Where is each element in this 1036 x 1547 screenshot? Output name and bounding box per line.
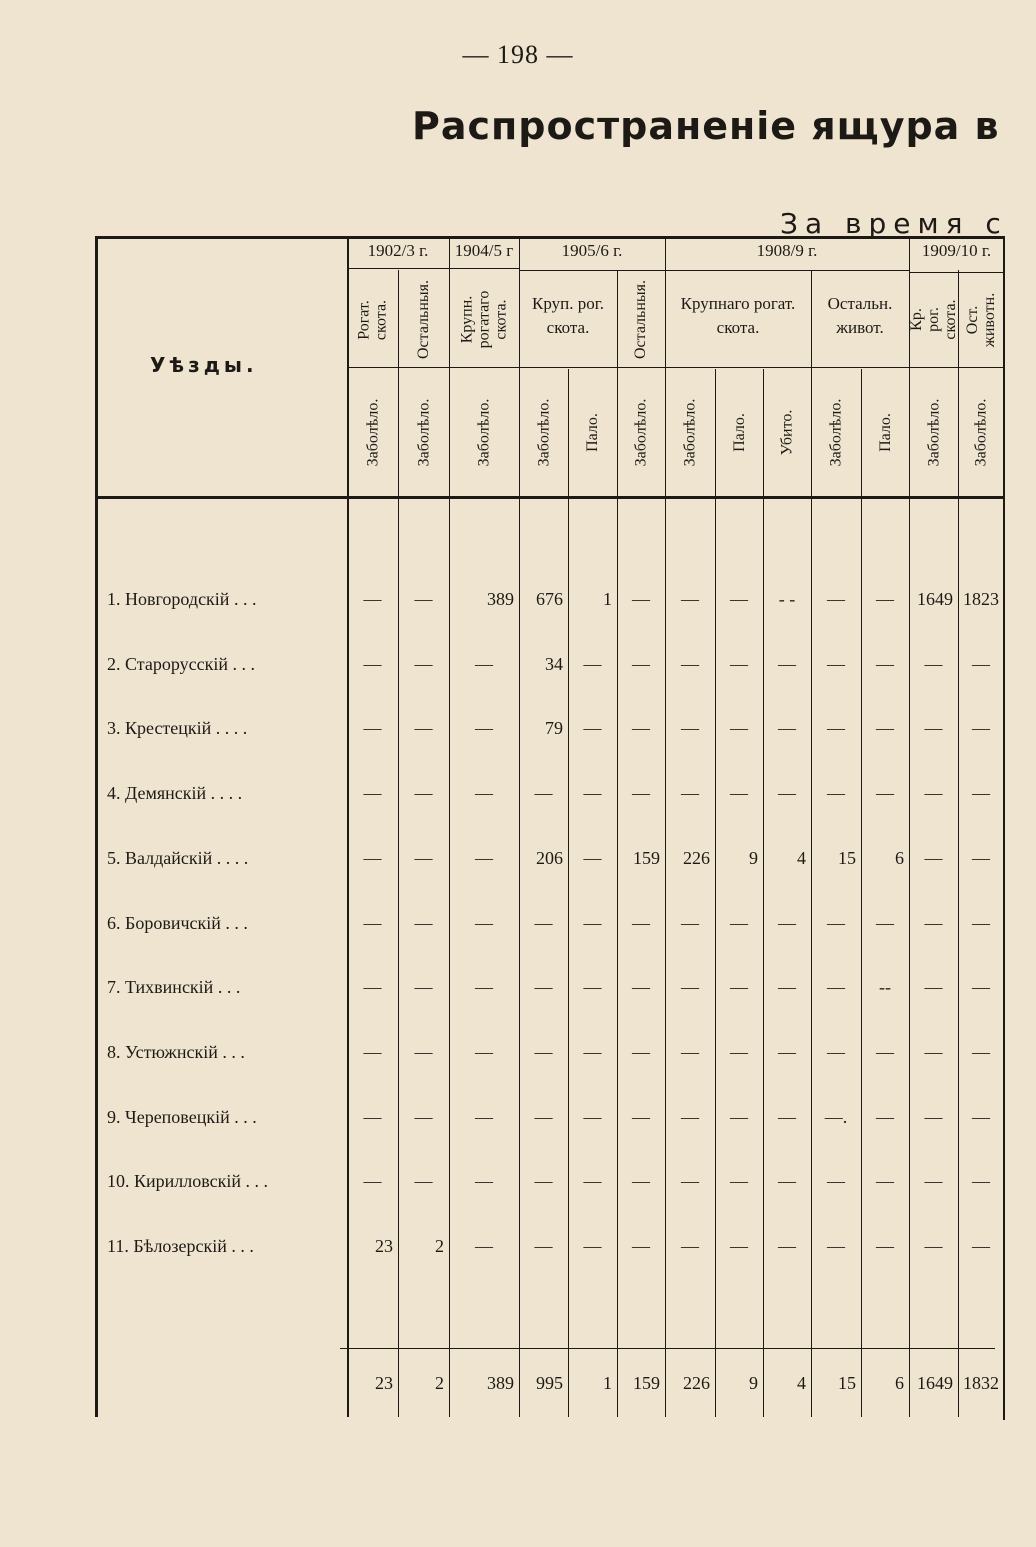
page-number: — 198 — (462, 40, 574, 69)
sub-column-label: Убито. (778, 409, 796, 456)
sub-column-label: Заболѣло. (364, 398, 382, 467)
table-cell: — (414, 912, 433, 933)
table-cell: — (583, 912, 602, 933)
table-cell: — (632, 1041, 650, 1062)
table-cell: — (924, 783, 943, 804)
sub-column-header (519, 370, 568, 495)
table-cell: — (827, 1041, 845, 1062)
table-cell: — (827, 653, 845, 674)
district-name: 2. Старорусскій . . . (107, 653, 255, 674)
sub-column-header (909, 370, 958, 495)
table-cell: — (827, 977, 845, 998)
table-cell: — (363, 653, 382, 674)
table-cell: — (827, 1236, 845, 1256)
table-cell: — (475, 1106, 493, 1127)
district-name: 8. Устюжнскій . . . (107, 1041, 245, 1062)
sub-column-header (665, 370, 715, 495)
table-cell: 4 (797, 847, 806, 868)
table-cell: — (583, 847, 602, 868)
group-header-label: Остальныя. (415, 279, 433, 360)
table-cell: 389 (487, 589, 514, 609)
table-cell: — (681, 1236, 699, 1256)
table-cell: — (778, 1236, 796, 1256)
table-cell: — (827, 783, 845, 804)
rule-line (340, 1348, 995, 1349)
table-cell: 6 (895, 847, 904, 868)
table-cell: — (924, 977, 943, 998)
table-cell: 1823 (963, 589, 999, 609)
sub-column-label: Заболѣло. (827, 398, 845, 467)
table-cell: — (583, 718, 602, 739)
rule-line (449, 268, 519, 269)
year-header: 1908/9 г. (756, 241, 818, 260)
table-cell: — (681, 977, 699, 998)
table-cell: — (583, 1171, 602, 1192)
table-cell: — (363, 847, 382, 868)
table-cell: — (414, 1106, 433, 1127)
table-cell: — (924, 1236, 943, 1256)
sub-column-label: Пало. (876, 413, 894, 452)
district-name: 9. Череповецкій . . . (107, 1106, 257, 1127)
table-cell: 9 (749, 847, 758, 868)
table-cell: — (778, 1041, 796, 1062)
sub-column-label: Заболѣло. (415, 398, 433, 467)
column-rule (568, 369, 569, 1417)
table-cell: — (730, 718, 748, 739)
table-cell: — (730, 912, 748, 933)
table-cell: — (583, 1041, 602, 1062)
group-header-label: Рогат. скота. (355, 299, 390, 340)
table-cell: — (414, 847, 433, 868)
total-cell: 15 (838, 1373, 856, 1393)
table-cell: 159 (633, 847, 660, 868)
table-cell: — (876, 912, 894, 933)
total-cell: 4 (797, 1373, 806, 1393)
table-cell: — (475, 653, 493, 674)
total-cell: 23 (375, 1373, 393, 1393)
group-header: Круп. рог. скота. (531, 294, 605, 337)
column-rule (715, 369, 716, 1417)
table-cell: — (475, 1171, 493, 1192)
group-header (958, 272, 1004, 367)
table-cell: — (363, 589, 382, 609)
rule-line (96, 236, 1004, 239)
table-cell: — (972, 1106, 990, 1127)
table-cell: — (876, 783, 894, 804)
table-cell: 1 (603, 589, 612, 609)
total-cell: 226 (683, 1373, 710, 1393)
district-name: 3. Крестецкій . . . . (107, 718, 248, 739)
table-cell: — (632, 912, 650, 933)
table-cell: — (972, 783, 990, 804)
table-cell: — (730, 1106, 748, 1127)
table-cell: — (778, 718, 796, 739)
table-cell: — (924, 847, 943, 868)
table-cell: — (876, 1171, 894, 1192)
table-cell: — (924, 718, 943, 739)
sub-column-header (958, 370, 1004, 495)
table-cell: — (681, 653, 699, 674)
sub-column-label: Заболѣло. (535, 398, 553, 467)
rule-line (347, 268, 449, 269)
table-cell: — (363, 718, 382, 739)
table-cell: — (414, 1171, 433, 1192)
sub-column-label: Пало. (730, 413, 748, 452)
table-cell: — (475, 1041, 493, 1062)
table-cell: — (534, 1041, 553, 1062)
total-cell: 2 (435, 1373, 444, 1393)
table-cell: — (827, 589, 845, 609)
district-name: 7. Тихвинскій . . . (107, 977, 241, 998)
year-header: 1905/6 г. (561, 241, 623, 260)
column-rule (95, 236, 98, 1417)
total-cell: 6 (895, 1373, 904, 1393)
table-cell: — (972, 847, 990, 868)
table-cell: — (972, 1041, 990, 1062)
sub-column-header (347, 370, 398, 495)
table-cell: — (778, 912, 796, 933)
table-cell: — (583, 977, 602, 998)
sub-column-header (763, 370, 811, 495)
table-cell: — (876, 1106, 894, 1127)
table-cell: — (778, 977, 796, 998)
table-cell: — (778, 1171, 796, 1192)
sub-column-header (398, 370, 449, 495)
table-cell: — (972, 1236, 990, 1256)
total-cell: 1 (603, 1373, 612, 1393)
table-cell: — (972, 1171, 990, 1192)
sub-column-header (568, 370, 617, 495)
table-cell: 226 (683, 847, 710, 868)
table-cell: — (827, 1171, 845, 1192)
group-header (449, 272, 519, 367)
table-cell: -- (879, 977, 891, 998)
total-cell: 1649 (917, 1373, 953, 1393)
column-rule (763, 369, 764, 1417)
table-cell: — (924, 1041, 943, 1062)
group-header (347, 272, 398, 367)
table-cell: — (924, 1171, 943, 1192)
page-subtitle: За время с (780, 207, 1008, 240)
table-cell: — (730, 1236, 748, 1256)
table-cell: — (681, 589, 699, 609)
sub-column-label: Заболѣло. (632, 398, 650, 467)
table-cell: — (475, 1236, 493, 1256)
table-cell: 79 (545, 718, 563, 739)
table-cell: — (681, 783, 699, 804)
table-cell: — (583, 783, 602, 804)
table-cell: — (827, 718, 845, 739)
total-cell: 9 (749, 1373, 758, 1393)
sub-column-header (811, 370, 861, 495)
year-header: 1902/3 г. (367, 241, 429, 260)
group-header-label: Кр. рог. скота. (908, 299, 959, 340)
table-cell: — (730, 1041, 748, 1062)
table-cell: — (681, 718, 699, 739)
district-name: 11. Бѣлозерскій . . . (107, 1236, 254, 1256)
district-name: 10. Кирилловскій . . . (107, 1171, 268, 1192)
table-cell: — (972, 653, 990, 674)
table-cell: 34 (545, 653, 563, 674)
sub-column-label: Заболѣло. (475, 398, 493, 467)
sub-column-label: Заболѣло. (681, 398, 699, 467)
table-cell: — (632, 718, 650, 739)
table-cell: — (363, 912, 382, 933)
year-header: 1904/5 г (454, 241, 514, 260)
rule-line (665, 270, 909, 271)
table-cell: — (475, 783, 493, 804)
total-cell: 159 (633, 1373, 660, 1393)
total-cell: 389 (487, 1373, 514, 1393)
district-name: 5. Валдайскій . . . . (107, 847, 249, 868)
group-header-label: Крупн. рогатаго скота. (458, 290, 510, 349)
table-cell: — (632, 1106, 650, 1127)
rule-line (519, 270, 665, 271)
table-cell: — (924, 653, 943, 674)
table-cell: — (632, 1171, 650, 1192)
table-cell: — (414, 977, 433, 998)
total-cell: 995 (536, 1373, 563, 1393)
table-cell: 15 (838, 847, 856, 868)
table-cell: — (534, 912, 553, 933)
table-cell: — (632, 653, 650, 674)
district-name: 1. Новгородскій . . . (107, 589, 257, 609)
table-cell: — (972, 977, 990, 998)
table-cell: - - (778, 589, 796, 609)
table-cell: — (778, 783, 796, 804)
table-cell: — (876, 589, 894, 609)
table-cell: — (475, 847, 493, 868)
table-cell: — (414, 718, 433, 739)
sub-column-label: Пало. (584, 413, 601, 452)
table-cell: — (778, 1106, 796, 1127)
table-cell: — (876, 718, 894, 739)
table-cell: — (583, 653, 602, 674)
table-cell: — (876, 1041, 894, 1062)
column-rule (861, 369, 862, 1417)
table-cell: — (730, 589, 748, 609)
group-header (909, 272, 958, 367)
table-cell: —. (824, 1106, 848, 1127)
sub-column-header (617, 370, 665, 495)
sub-column-header (861, 370, 909, 495)
table-cell: — (534, 1236, 553, 1256)
district-name: 6. Боровичскій . . . (107, 912, 248, 933)
table-cell: — (924, 1106, 943, 1127)
year-header: 1909/10 г. (921, 241, 992, 260)
table-cell: — (414, 653, 433, 674)
table-cell: — (475, 718, 493, 739)
rule-line (96, 496, 1004, 499)
sub-column-header (715, 370, 763, 495)
table-cell: — (972, 718, 990, 739)
table-cell: 206 (536, 847, 563, 868)
group-header: Крупнаго рогат. скота. (680, 294, 796, 337)
table-cell: — (534, 1106, 553, 1127)
table-cell: — (730, 1171, 748, 1192)
table-cell: — (534, 977, 553, 998)
sub-column-header (449, 370, 519, 495)
table-cell: — (730, 977, 748, 998)
group-header (617, 272, 665, 367)
table-cell: — (681, 1106, 699, 1127)
page-title: Распространеніе ящура в (412, 104, 1000, 148)
table-cell: — (730, 783, 748, 804)
table-cell: — (632, 1236, 650, 1256)
table-cell: — (363, 1106, 382, 1127)
table-cell: — (632, 783, 650, 804)
table-cell: — (475, 912, 493, 933)
sub-column-label: Заболѣло. (925, 398, 943, 467)
table-cell: — (778, 653, 796, 674)
table-cell: 676 (536, 589, 563, 609)
table-cell: — (363, 1171, 382, 1192)
table-cell: — (583, 1236, 602, 1256)
table-cell: — (414, 783, 433, 804)
table-cell: 1649 (917, 589, 953, 609)
sub-column-label: Заболѣло. (972, 398, 990, 467)
table-cell: — (534, 783, 553, 804)
table-cell: — (534, 1171, 553, 1192)
table-cell: — (632, 977, 650, 998)
table-cell: — (475, 977, 493, 998)
table-cell: — (583, 1106, 602, 1127)
table-cell: — (681, 1041, 699, 1062)
group-header: Остальн. живот. (827, 294, 893, 337)
table-cell: — (827, 912, 845, 933)
table-cell: — (363, 977, 382, 998)
table-cell: — (363, 783, 382, 804)
district-name: 4. Демянскій . . . . (107, 783, 243, 804)
table-cell: 2 (435, 1236, 444, 1256)
table-cell: — (876, 1236, 894, 1256)
group-header (398, 272, 449, 367)
table-cell: — (681, 912, 699, 933)
table-cell: — (681, 1171, 699, 1192)
table-cell: — (730, 653, 748, 674)
rule-line (347, 367, 1004, 368)
table-cell: — (972, 912, 990, 933)
district-column-header: Уѣзды. (150, 353, 258, 377)
table-cell: — (363, 1041, 382, 1062)
total-cell: 1832 (963, 1373, 999, 1393)
table-cell: — (876, 653, 894, 674)
group-header-label: Ост. животн. (964, 292, 998, 347)
table-cell: — (414, 1041, 433, 1062)
table-cell: 23 (375, 1236, 393, 1256)
table-cell: — (414, 589, 433, 609)
table-cell: — (924, 912, 943, 933)
table-cell: — (632, 589, 650, 609)
group-header-label: Остальныя. (632, 279, 650, 360)
